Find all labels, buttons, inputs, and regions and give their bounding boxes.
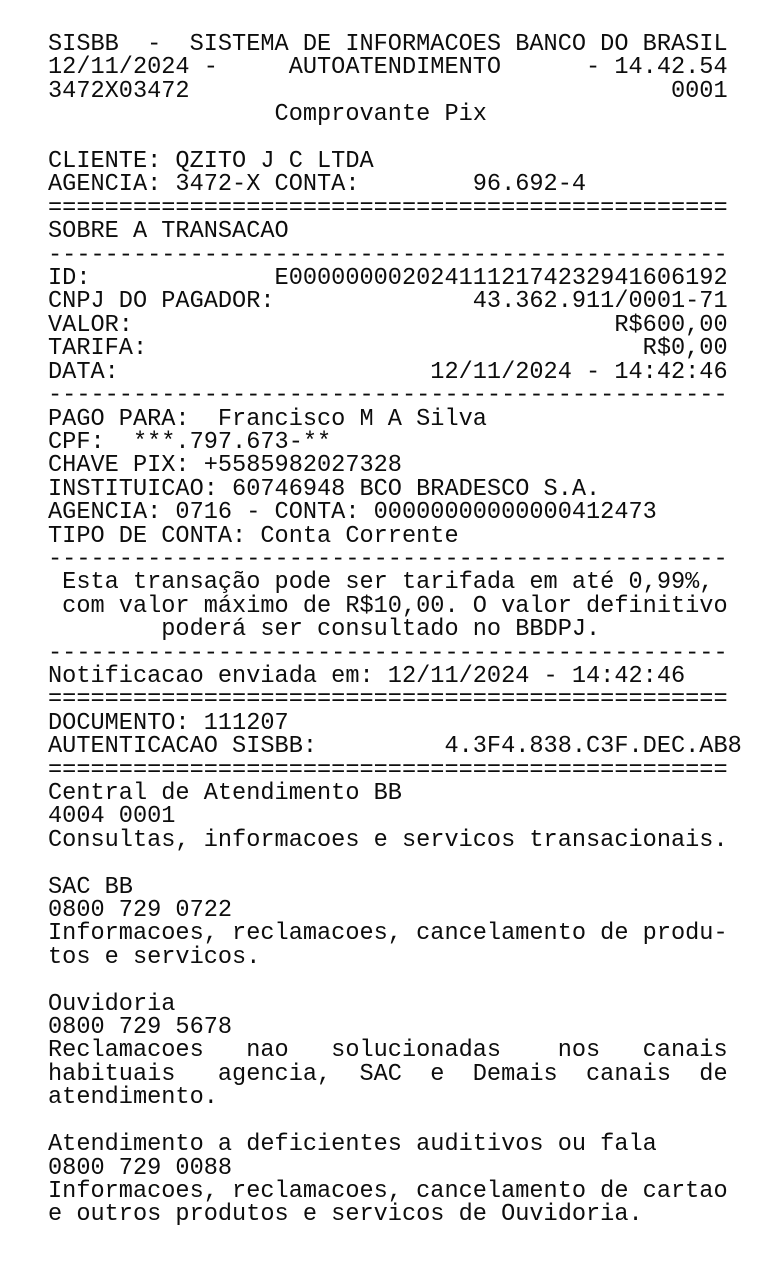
receipt-line-payee: PAGO PARA: Francisco M A Silva (48, 405, 487, 433)
receipt-line-contact-deficientes-auditivos: Informacoes, reclamacoes, cancelamento de cartao (48, 1177, 728, 1205)
receipt-line-payee: CPF: ***.797.673-** (48, 428, 332, 456)
receipt-line-header: SISBB - SISTEMA DE INFORMACOES BANCO DO BRASIL (48, 31, 728, 58)
receipt-body (48, 33, 742, 1227)
receipt-line-contact-central-atendimento: Consultas, informacoes e servicos transacionais. (48, 826, 728, 854)
receipt-line-contact-central-atendimento: Central de Atendimento BB (48, 780, 402, 807)
receipt-line-notification: ================================================ (48, 686, 728, 714)
receipt-line-contact-sac: 0800 729 0722 (48, 897, 233, 925)
receipt-line-client: ================================================ (48, 194, 728, 222)
receipt-line-contact-sac: SAC BB (48, 873, 133, 901)
receipt-line-contact-deficientes-auditivos: Atendimento a deficientes auditivos ou fala (48, 1131, 657, 1159)
receipt-line-contact-ouvidoria: habituais agencia, SAC e Demais canais de (48, 1060, 728, 1088)
receipt-line-client: CLIENTE: QZITO J C LTDA (48, 148, 374, 176)
receipt-line-payee: AGENCIA: 0716 - CONTA: 00000000000000412473 (48, 499, 657, 527)
receipt-line-contact-ouvidoria: atendimento. (48, 1084, 218, 1112)
receipt-line-payee: ------------------------------------------------ (48, 545, 728, 573)
receipt-line-transaction: TARIFA: R$0,00 (48, 335, 728, 363)
receipt-line-transaction: CNPJ DO PAGADOR: 43.362.911/0001-71 (48, 288, 728, 316)
receipt-line-contact-ouvidoria: Ouvidoria (48, 990, 176, 1018)
receipt-line-contact-deficientes-auditivos: e outros produtos e servicos de Ouvidoria. (48, 1201, 643, 1229)
receipt-line-transaction: VALOR: R$600,00 (48, 311, 728, 339)
receipt-line-client: AGENCIA: 3472-X CONTA: 96.692-4 (48, 171, 587, 199)
receipt-line-transaction: ------------------------------------------------ (48, 382, 728, 410)
receipt-line-contact-ouvidoria: 0800 729 5678 (48, 1014, 233, 1042)
receipt-line-contact-ouvidoria (48, 1110, 742, 1133)
receipt-line-contact-ouvidoria: Reclamacoes nao solucionadas nos canais (48, 1037, 728, 1065)
receipt-line-tariff-notice: com valor máximo de R$10,00. O valor definitivo (48, 592, 728, 620)
receipt-line-tariff-notice: poderá ser consultado no BBDPJ. (48, 616, 601, 644)
receipt-line-contact-sac (48, 969, 742, 992)
receipt-line-notification: Notificacao enviada em: 12/11/2024 - 14:42:46 (48, 662, 686, 690)
receipt-line-authentication: AUTENTICACAO SISBB: 4.3F4.838.C3F.DEC.AB8 (48, 733, 742, 761)
receipt-line-contact-central-atendimento: 4004 0001 (48, 803, 176, 831)
receipt-line-transaction: ID: E0000000020241112174232941606192 (48, 265, 728, 293)
receipt-line-header: Comprovante Pix (48, 101, 487, 129)
receipt-line-tariff-notice: Esta transação pode ser tarifada em até 0,99%, (48, 569, 714, 597)
receipt-line-transaction: ------------------------------------------------ (48, 241, 728, 269)
receipt-line-transaction: SOBRE A TRANSACAO (48, 218, 289, 246)
receipt-line-transaction: DATA: 12/11/2024 - 14:42:46 (48, 358, 728, 386)
receipt-line-header: 12/11/2024 - AUTOATENDIMENTO - 14.42.54 (48, 54, 728, 82)
receipt-line-contact-central-atendimento (48, 852, 742, 875)
receipt-line-tariff-notice: ------------------------------------------------ (48, 639, 728, 667)
receipt-line-header: 3472X03472 0001 (48, 77, 728, 105)
receipt-line-header (48, 127, 742, 150)
receipt-line-payee: INSTITUICAO: 60746948 BCO BRADESCO S.A. (48, 475, 601, 503)
receipt-line-authentication: ================================================ (48, 756, 728, 784)
receipt-line-contact-sac: tos e servicos. (48, 943, 261, 971)
receipt-line-authentication: DOCUMENTO: 111207 (48, 709, 289, 737)
receipt-line-contact-deficientes-auditivos: 0800 729 0088 (48, 1154, 233, 1182)
receipt-line-payee: TIPO DE CONTA: Conta Corrente (48, 522, 459, 550)
receipt-line-payee: CHAVE PIX: +5585982027328 (48, 452, 402, 480)
receipt-line-contact-sac: Informacoes, reclamacoes, cancelamento de produ- (48, 920, 728, 948)
